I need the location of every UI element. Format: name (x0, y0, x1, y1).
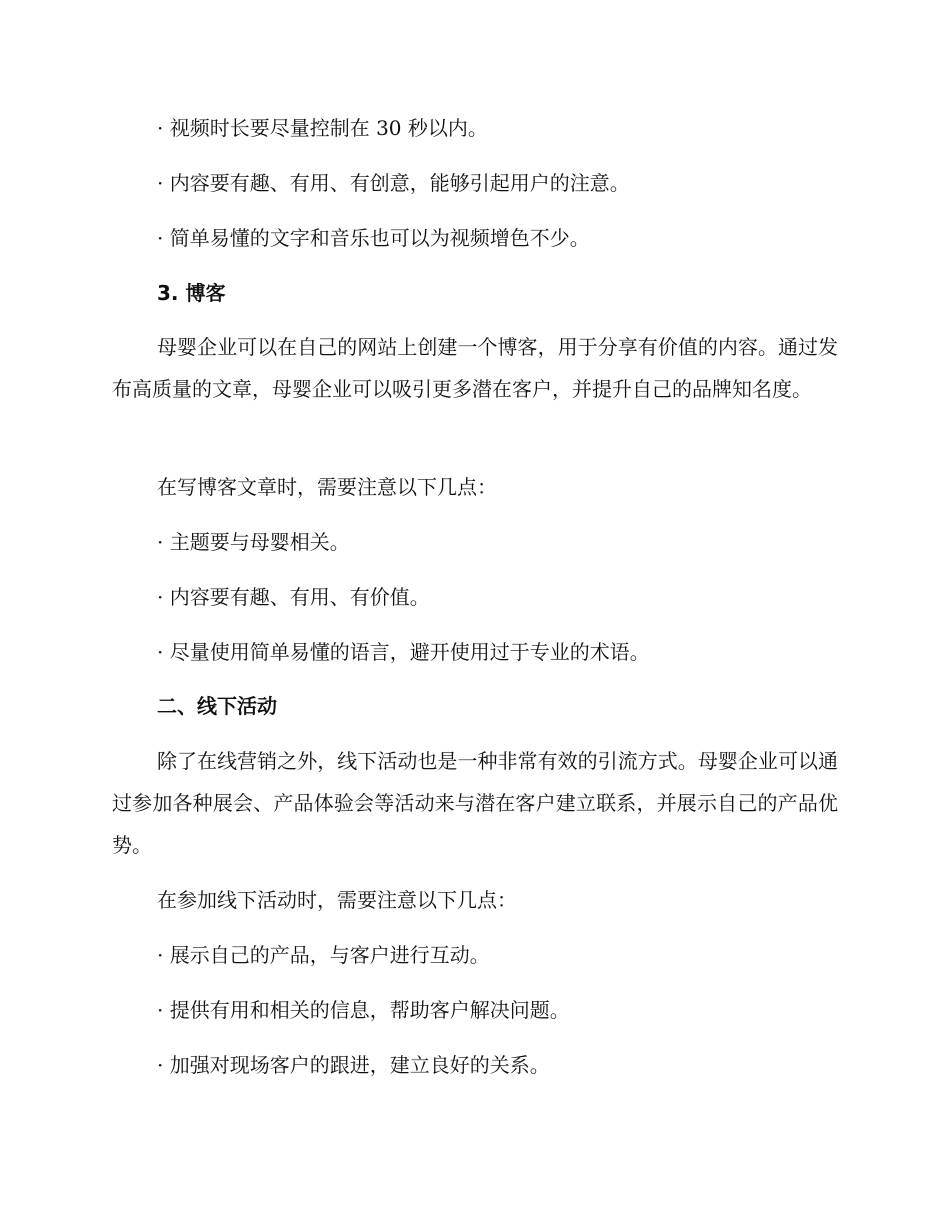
note-blog: 在写博客文章时，需要注意以下几点： (157, 475, 497, 499)
bullet-offline-info: · 提供有用和相关的信息，帮助客户解决问题。 (157, 998, 570, 1022)
bullet-blog-content: · 内容要有趣、有用、有价值。 (157, 585, 430, 609)
bullet-video-music: · 简单易懂的文字和音乐也可以为视频增色不少。 (157, 226, 590, 250)
note-offline: 在参加线下活动时，需要注意以下几点： (157, 888, 517, 912)
bullet-offline-followup: · 加强对现场客户的跟进，建立良好的关系。 (157, 1053, 550, 1077)
bullet-blog-topic: · 主题要与母婴相关。 (157, 530, 350, 554)
paragraph-blog: 母婴企业可以在自己的网站上创建一个博客，用于分享有价值的内容。通过发布高质量的文章，母婴企业可以吸引更多潜在客户，并提升自己的品牌知名度。 (112, 335, 838, 401)
bullet-video-duration: · 视频时长要尽量控制在 30 秒以内。 (157, 116, 488, 140)
bullet-offline-showcase: · 展示自己的产品，与客户进行互动。 (157, 943, 490, 967)
bullet-blog-language: · 尽量使用简单易懂的语言，避开使用过于专业的术语。 (157, 640, 650, 664)
heading-blog: 3. 博客 (157, 281, 226, 305)
paragraph-offline: 除了在线营销之外，线下活动也是一种非常有效的引流方式。母婴企业可以通过参加各种展会、产品体验会等活动来与潜在客户建立联系，并展示自己的产品优势。 (112, 749, 838, 857)
bullet-video-content: · 内容要有趣、有用、有创意，能够引起用户的注意。 (157, 171, 630, 195)
heading-offline: 二、线下活动 (157, 694, 277, 718)
